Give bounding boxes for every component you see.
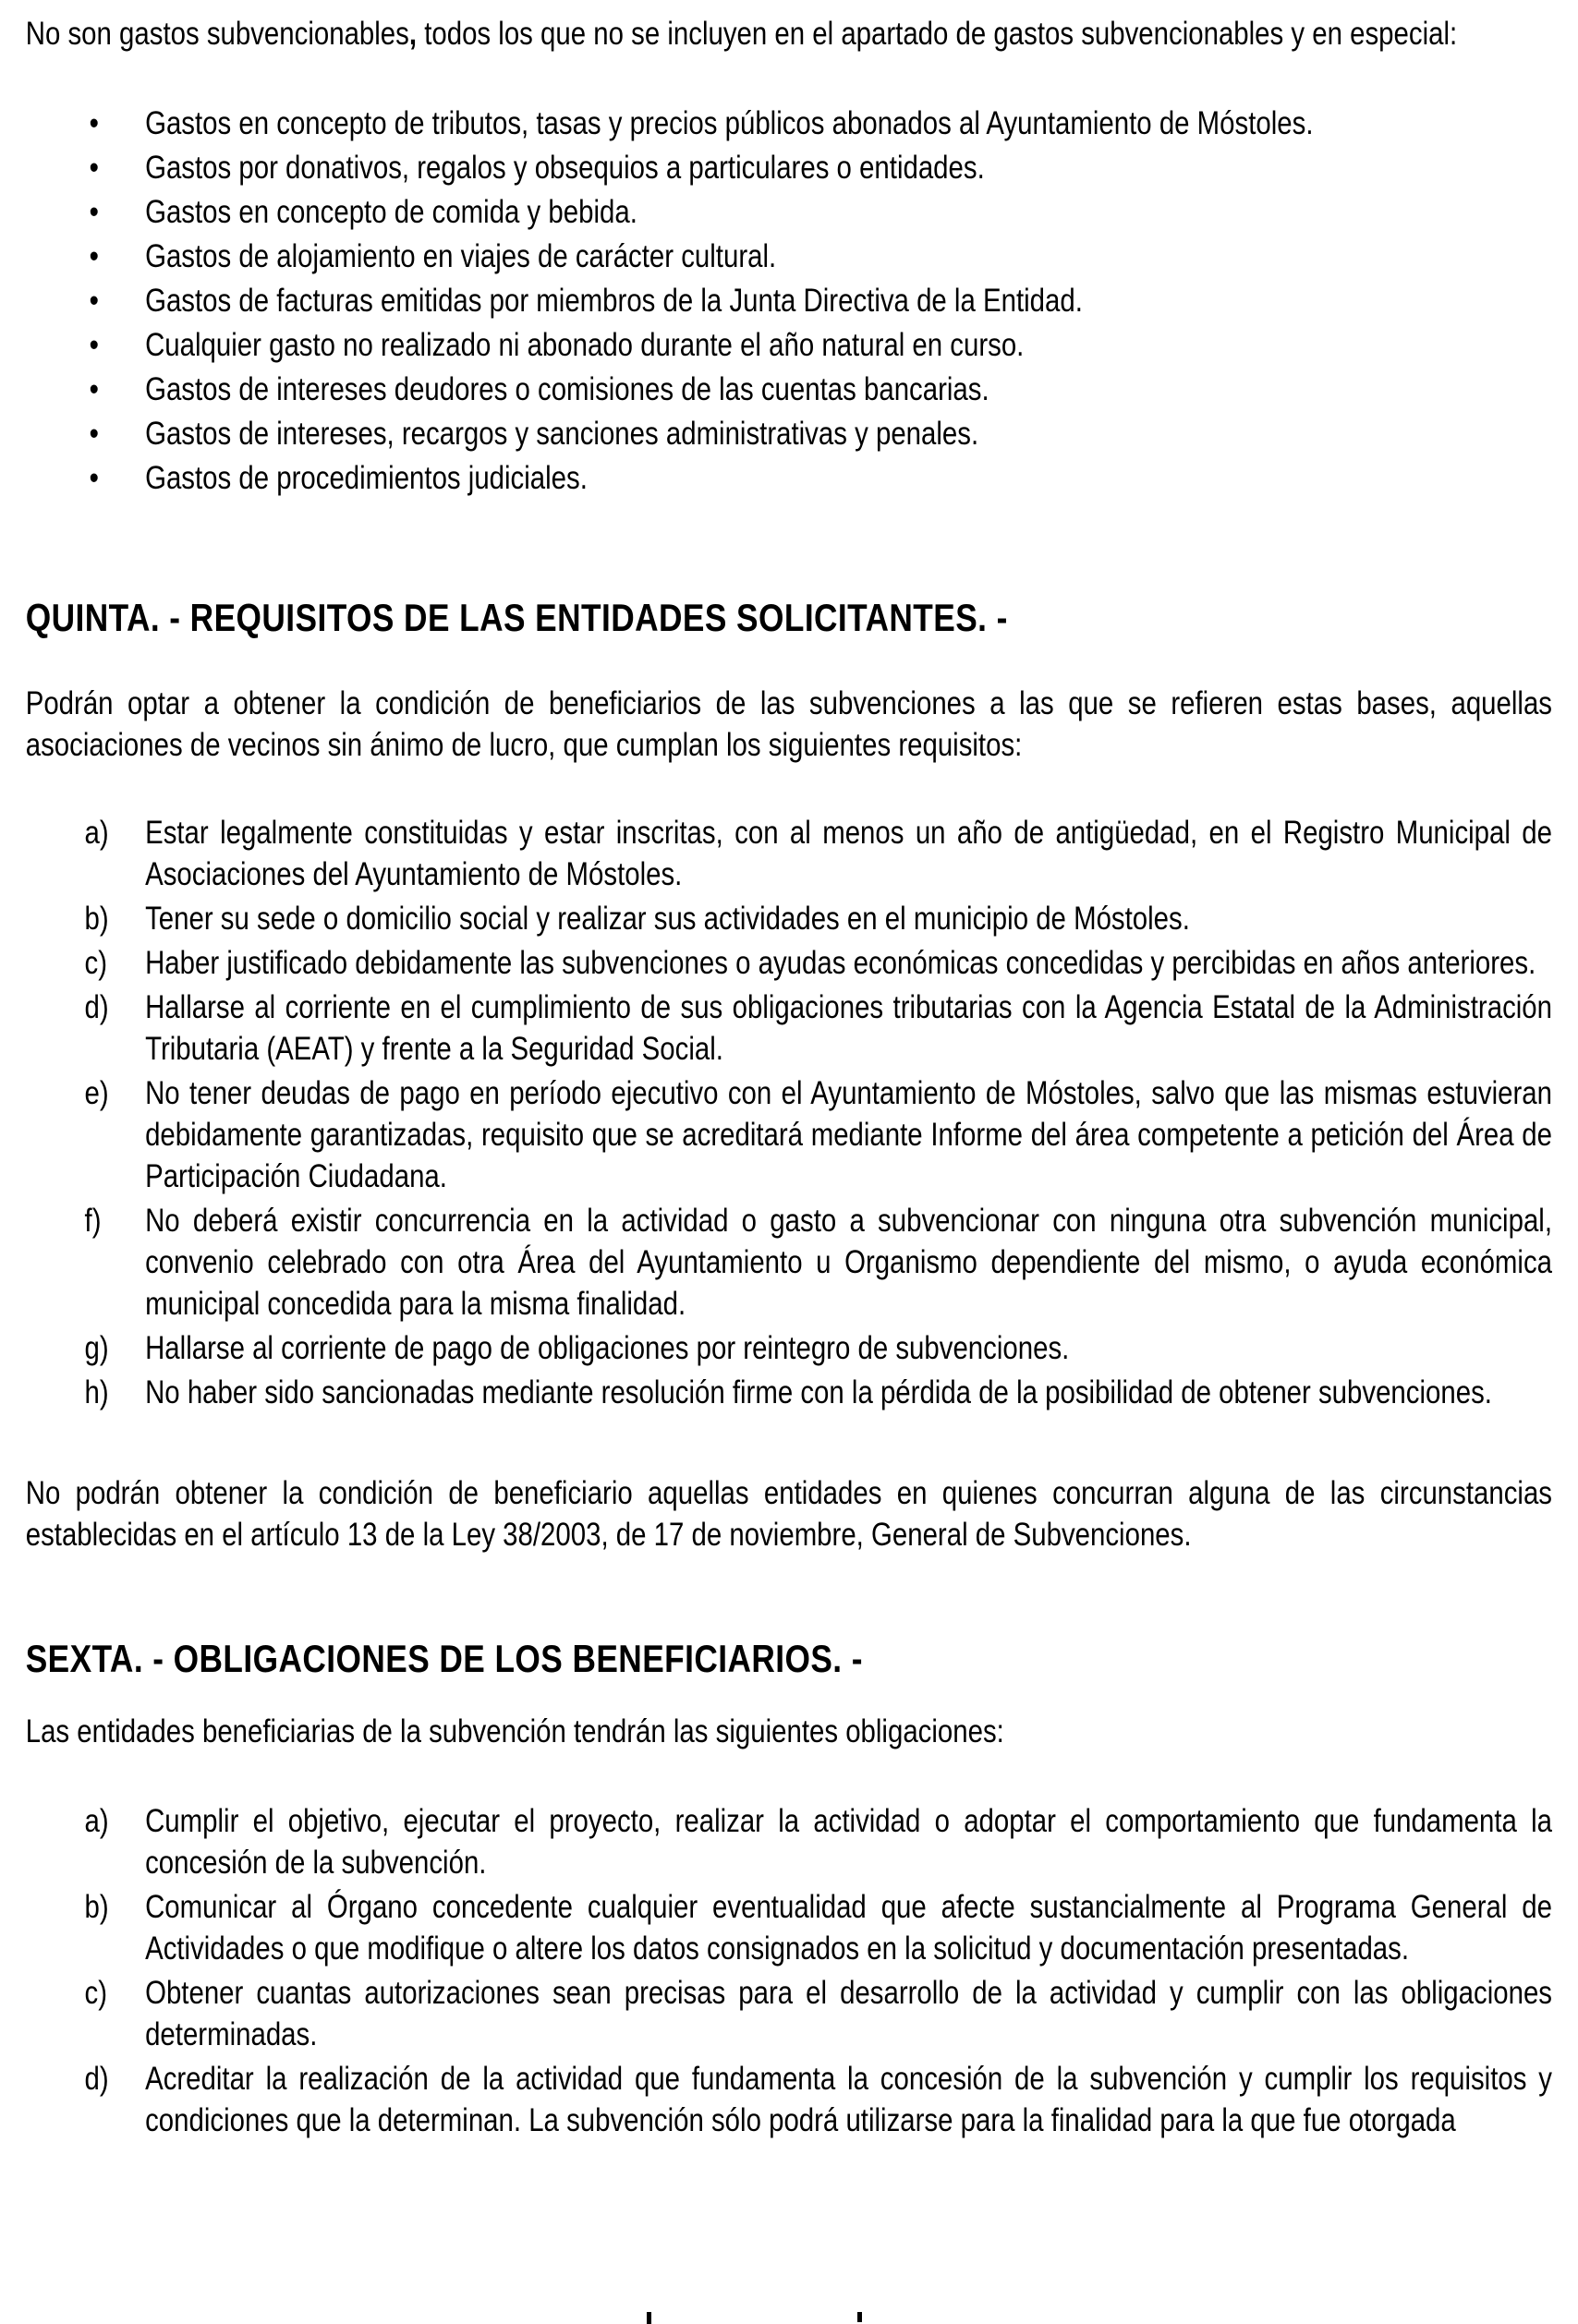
beneficiary-exclusion-note: No podrán obtener la condición de beneficiario aquellas entidades en quienes concurran alguna de las circunstancias establecidas en el artículo 13 de la Ley 38/2003, de 17 de noviembre, General de Subvenciones. [25, 1475, 1553, 1553]
bullet-icon: • [89, 238, 99, 274]
list-item-marker: h) [84, 1374, 109, 1410]
list-item-text: Gastos de procedimientos judiciales. [145, 460, 588, 496]
list-item [26, 279, 1552, 323]
bullet-icon: • [89, 194, 99, 230]
list-item-text: Gastos de facturas emitidas por miembros de la Junta Directiva de la Entidad. [145, 283, 1083, 319]
list-item-text: Gastos por donativos, regalos y obsequios a particulares o entidades. [145, 150, 985, 186]
list-item [26, 1372, 1552, 1413]
list-item [26, 456, 1552, 501]
list-item [26, 235, 1552, 279]
list-item-text: Obtener cuantas autorizaciones sean precisas para el desarrollo de la actividad y cumplir con las obligaciones determinadas. [145, 1975, 1553, 2052]
list-item [26, 146, 1552, 190]
intro-paragraph-text: No son gastos subvencionables [25, 16, 409, 52]
obligations-list [26, 1800, 1552, 2141]
quinta-intro-paragraph: Podrán optar a obtener la condición de beneficiarios de las subvenciones a las que se refieren estas bases, aquellas asociaciones de vecinos sin ánimo de lucro, que cumplan los siguientes requisitos: [25, 685, 1553, 763]
list-item-text: No haber sido sancionadas mediante resolución firme con la pérdida de la posibilidad de obtener subvenciones. [145, 1374, 1492, 1410]
list-item-text: No deberá existir concurrencia en la actividad o gasto a subvencionar con ninguna otra subvención municipal, convenio celebrado con otra Área del Ayuntamiento u Organismo dependiente del mismo, o ayuda económica municipal concedida para la misma finalidad. [145, 1203, 1553, 1322]
list-item-text: Comunicar al Órgano concedente cualquier eventualidad que afecte sustancialmente al Programa General de Actividades o que modifique o altere los datos consignados en la solicitud y documentación presentadas. [145, 1889, 1553, 1967]
list-item-text: Gastos de intereses, recargos y sanciones administrativas y penales. [145, 416, 979, 452]
bullet-icon: • [89, 371, 99, 407]
list-item-marker: a) [84, 815, 109, 851]
sexta-intro-paragraph: Las entidades beneficiarias de la subvención tendrán las siguientes obligaciones: [25, 1713, 1004, 1749]
list-item-text: Cualquier gasto no realizado ni abonado durante el año natural en curso. [145, 327, 1025, 363]
intro-paragraph-bold-comma: , [408, 16, 418, 52]
list-item [26, 2058, 1552, 2141]
non-subsidizable-expenses-list [26, 102, 1552, 501]
list-item-text: Haber justificado debidamente las subvenciones o ayudas económicas concedidas y percibidas en años anteriores. [145, 945, 1536, 981]
bullet-icon: • [89, 105, 99, 141]
bullet-icon: • [89, 150, 99, 186]
list-item [26, 1800, 1552, 1883]
list-item-marker: b) [84, 901, 109, 937]
requirements-list [26, 812, 1552, 1413]
list-item [26, 1072, 1552, 1197]
list-item [26, 1327, 1552, 1369]
list-item-marker: b) [84, 1889, 109, 1925]
document-content [0, 13, 1578, 2141]
list-item [26, 812, 1552, 895]
list-item-text: Cumplir el objetivo, ejecutar el proyecto, realizar la actividad o adoptar el comportamiento que fundamenta la concesión de la subvención. [145, 1803, 1553, 1881]
list-item-text: Tener su sede o domicilio social y realizar sus actividades en el municipio de Móstoles. [145, 901, 1190, 937]
list-item-marker: e) [84, 1075, 109, 1111]
list-item [26, 1200, 1552, 1325]
bullet-icon: • [89, 283, 99, 319]
list-item [26, 942, 1552, 984]
list-item-marker: c) [84, 1975, 108, 2011]
list-item-marker: f) [84, 1203, 102, 1239]
bullet-icon: • [89, 416, 99, 452]
list-item-marker: d) [84, 2061, 109, 2097]
bullet-icon: • [89, 460, 99, 496]
list-item [26, 1886, 1552, 1969]
list-item-text: Hallarse al corriente en el cumplimiento de sus obligaciones tributarias con la Agencia Estatal de la Administración Tributaria (AEAT) y frente a la Seguridad Social. [145, 989, 1553, 1067]
section-heading-sexta: SEXTA. - OBLIGACIONES DE LOS BENEFICIARIOS. - [25, 1637, 863, 1680]
list-item [26, 898, 1552, 939]
list-item-text: Acreditar la realización de la actividad que fundamenta la concesión de la subvención y cumplir los requisitos y condiciones que la determinan. La subvención sólo podrá utilizarse para la finalidad para la que fue otorgada [145, 2061, 1553, 2138]
list-item [26, 190, 1552, 235]
list-item [26, 102, 1552, 146]
cut-off-text-fragment [857, 2312, 862, 2322]
list-item-marker: d) [84, 989, 109, 1025]
intro-paragraph [26, 13, 1552, 54]
list-item-text: Estar legalmente constituidas y estar inscritas, con al menos un año de antigüedad, en el Registro Municipal de Asociaciones del Ayuntamiento de Móstoles. [145, 815, 1553, 892]
list-item [26, 986, 1552, 1070]
list-item-text: Gastos de alojamiento en viajes de carácter cultural. [145, 238, 777, 274]
list-item [26, 1972, 1552, 2055]
list-item-text: Gastos de intereses deudores o comisiones de las cuentas bancarias. [145, 371, 989, 407]
list-item-text: Gastos en concepto de comida y bebida. [145, 194, 637, 230]
list-item [26, 323, 1552, 368]
list-item-text: Gastos en concepto de tributos, tasas y precios públicos abonados al Ayuntamiento de Móstoles. [145, 105, 1314, 141]
section-heading-quinta: QUINTA. - REQUISITOS DE LAS ENTIDADES SOLICITANTES. - [25, 596, 1008, 639]
list-item-marker: c) [84, 945, 108, 981]
bullet-icon: • [89, 327, 99, 363]
list-item-marker: a) [84, 1803, 109, 1839]
list-item-text: Hallarse al corriente de pago de obligaciones por reintegro de subvenciones. [145, 1330, 1070, 1366]
list-item [26, 412, 1552, 456]
list-item-text: No tener deudas de pago en período ejecutivo con el Ayuntamiento de Móstoles, salvo que las mismas estuvieran debidamente garantizadas, requisito que se acreditará mediante Informe del área competente a petición del Área de Participación Ciudadana. [145, 1075, 1553, 1194]
cut-off-text-fragment [647, 2312, 651, 2324]
intro-paragraph-text-rest: todos los que no se incluyen en el apartado de gastos subvencionables y en especial: [417, 16, 1458, 52]
list-item [26, 368, 1552, 412]
list-item-marker: g) [84, 1330, 109, 1366]
